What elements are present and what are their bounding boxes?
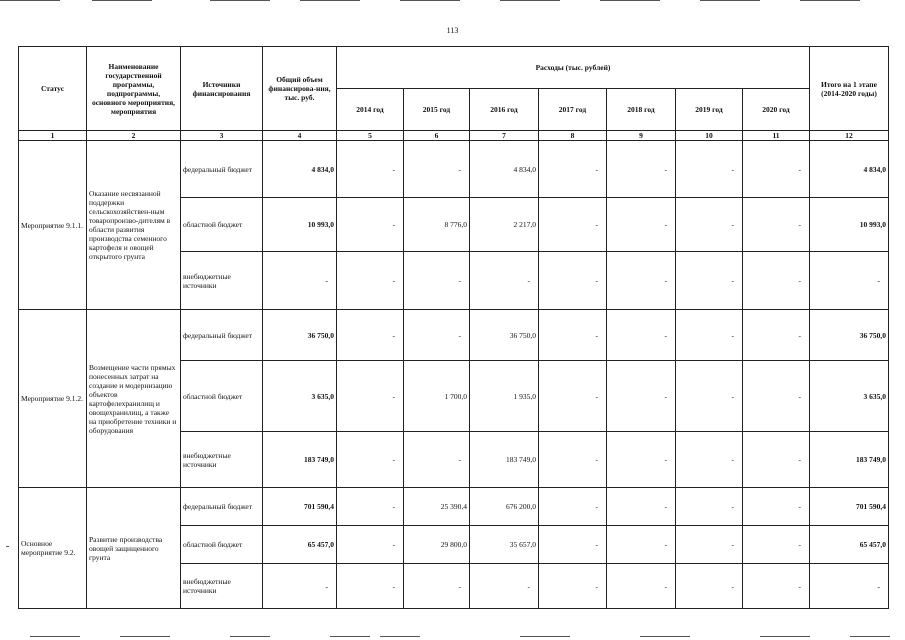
header-year-2014: 2014 год	[337, 89, 404, 131]
budget-table	[18, 46, 889, 609]
year-value-cell: -	[337, 526, 404, 564]
year-value-cell: -	[404, 564, 470, 609]
year-value-cell: -	[337, 432, 404, 488]
column-number: 5	[337, 131, 404, 141]
year-value-cell: -	[404, 252, 470, 310]
year-value-cell: 1 700,0	[404, 361, 470, 432]
stage-total-cell: 3 635,0	[810, 361, 889, 432]
year-value-cell: -	[743, 432, 810, 488]
program-name-cell: Оказание несвязанной поддержки сельскохозяйствен-ным товаропроизво-дителям в области развития производства семенного картофеля и овощей открытого грунта	[87, 141, 181, 310]
year-value-cell: -	[607, 252, 676, 310]
year-value-cell: -	[337, 488, 404, 526]
total-volume-cell: -	[263, 564, 337, 609]
year-value-cell: -	[470, 564, 539, 609]
scan-edge-top	[0, 0, 905, 2]
table-row	[19, 310, 889, 361]
header-year-2018: 2018 год	[607, 89, 676, 131]
year-value-cell: -	[676, 564, 743, 609]
header-year-2016: 2016 год	[470, 89, 539, 131]
funding-source-cell: областной бюджет	[181, 361, 263, 432]
year-value-cell: 4 834,0	[470, 141, 539, 198]
year-value-cell: -	[539, 432, 607, 488]
status-cell: Мероприятие 9.1.2.	[19, 310, 87, 488]
total-volume-cell: 65 457,0	[263, 526, 337, 564]
total-volume-cell: 36 750,0	[263, 310, 337, 361]
funding-source-cell: внебюджетные источники	[181, 564, 263, 609]
funding-source-cell: федеральный бюджет	[181, 488, 263, 526]
year-value-cell: -	[337, 252, 404, 310]
year-value-cell: -	[676, 361, 743, 432]
year-value-cell: -	[539, 141, 607, 198]
column-number: 12	[810, 131, 889, 141]
year-value-cell: 36 750,0	[470, 310, 539, 361]
year-value-cell: -	[743, 141, 810, 198]
status-cell: Мероприятие 9.1.1.	[19, 141, 87, 310]
year-value-cell: -	[539, 564, 607, 609]
year-value-cell: -	[337, 198, 404, 252]
year-value-cell: 1 935,0	[470, 361, 539, 432]
stage-total-cell: 4 834,0	[810, 141, 889, 198]
year-value-cell: -	[337, 141, 404, 198]
funding-source-cell: областной бюджет	[181, 198, 263, 252]
total-volume-cell: 10 993,0	[263, 198, 337, 252]
column-number: 9	[607, 131, 676, 141]
stage-total-cell: 36 750,0	[810, 310, 889, 361]
year-value-cell: -	[676, 432, 743, 488]
column-number: 10	[676, 131, 743, 141]
year-value-cell: 183 749,0	[470, 432, 539, 488]
program-name-cell: Развитие производства овощей защищенного грунта	[87, 488, 181, 609]
table-row	[19, 488, 889, 526]
header-year-2020: 2020 год	[743, 89, 810, 131]
year-value-cell: -	[539, 252, 607, 310]
column-number: 7	[470, 131, 539, 141]
column-number: 2	[87, 131, 181, 141]
funding-source-cell: федеральный бюджет	[181, 310, 263, 361]
stage-total-cell: 10 993,0	[810, 198, 889, 252]
header-year-2019: 2019 год	[676, 89, 743, 131]
year-value-cell: -	[607, 198, 676, 252]
year-value-cell: -	[539, 488, 607, 526]
column-number: 3	[181, 131, 263, 141]
year-value-cell: -	[676, 141, 743, 198]
year-value-cell: -	[743, 310, 810, 361]
funding-source-cell: внебюджетные источники	[181, 252, 263, 310]
year-value-cell: -	[607, 310, 676, 361]
year-value-cell: 8 776,0	[404, 198, 470, 252]
column-number: 4	[263, 131, 337, 141]
stage-total-cell: -	[810, 564, 889, 609]
column-number: 6	[404, 131, 470, 141]
stage-total-cell: 65 457,0	[810, 526, 889, 564]
header-stage-total: Итого на 1 этапе (2014-2020 годы)	[810, 47, 889, 131]
year-value-cell: -	[404, 310, 470, 361]
year-value-cell: -	[404, 432, 470, 488]
year-value-cell: -	[743, 198, 810, 252]
year-value-cell: -	[676, 526, 743, 564]
status-cell: Основное мероприятие 9.2.	[19, 488, 87, 609]
table-row	[19, 141, 889, 198]
year-value-cell: -	[743, 361, 810, 432]
year-value-cell: -	[539, 198, 607, 252]
year-value-cell: 29 800,0	[404, 526, 470, 564]
year-value-cell: -	[743, 252, 810, 310]
year-value-cell: -	[404, 141, 470, 198]
funding-source-cell: федеральный бюджет	[181, 141, 263, 198]
year-value-cell: -	[743, 526, 810, 564]
total-volume-cell: -	[263, 252, 337, 310]
year-value-cell: 25 390,4	[404, 488, 470, 526]
year-value-cell: -	[607, 141, 676, 198]
year-value-cell: -	[676, 310, 743, 361]
year-value-cell: -	[470, 252, 539, 310]
total-volume-cell: 3 635,0	[263, 361, 337, 432]
year-value-cell: -	[743, 488, 810, 526]
header-funding-source: Источники финансирования	[181, 47, 263, 131]
funding-source-cell: внебюджетные источники	[181, 432, 263, 488]
year-value-cell: -	[676, 488, 743, 526]
year-value-cell: -	[607, 526, 676, 564]
year-value-cell: -	[337, 310, 404, 361]
year-value-cell: -	[607, 488, 676, 526]
funding-source-cell: областной бюджет	[181, 526, 263, 564]
year-value-cell: -	[676, 252, 743, 310]
year-value-cell: -	[539, 526, 607, 564]
year-value-cell: 35 657,0	[470, 526, 539, 564]
year-value-cell: 676 200,0	[470, 488, 539, 526]
header-year-2017: 2017 год	[539, 89, 607, 131]
total-volume-cell: 701 590,4	[263, 488, 337, 526]
year-value-cell: -	[676, 198, 743, 252]
scan-mark	[6, 546, 9, 547]
program-name-cell: Возмещение части прямых понесенных затрат на создание и модернизацию объектов картофелехранилищ и овощехранилищ, а также на приобретение техники и оборудования	[87, 310, 181, 488]
page-number: 113	[446, 26, 459, 35]
year-value-cell: -	[607, 432, 676, 488]
table-body	[19, 141, 889, 609]
header-total-volume: Общий объем финансирова-ния, тыс. руб.	[263, 47, 337, 131]
stage-total-cell: -	[810, 252, 889, 310]
header-program-name: Наименование государственной программы, подпрограммы, основного мероприятия, мероприятия	[87, 47, 181, 131]
year-value-cell: -	[607, 361, 676, 432]
scan-edge-bottom	[0, 636, 905, 638]
year-value-cell: -	[539, 310, 607, 361]
total-volume-cell: 183 749,0	[263, 432, 337, 488]
year-value-cell: -	[539, 361, 607, 432]
total-volume-cell: 4 834,0	[263, 141, 337, 198]
stage-total-cell: 183 749,0	[810, 432, 889, 488]
header-status: Статус	[19, 47, 87, 131]
header-year-2015: 2015 год	[404, 89, 470, 131]
year-value-cell: -	[607, 564, 676, 609]
column-number: 11	[743, 131, 810, 141]
column-number: 8	[539, 131, 607, 141]
year-value-cell: -	[337, 361, 404, 432]
year-value-cell: -	[337, 564, 404, 609]
year-value-cell: 2 217,0	[470, 198, 539, 252]
header-expenses: Расходы (тыс. рублей)	[337, 47, 810, 89]
year-value-cell: -	[743, 564, 810, 609]
stage-total-cell: 701 590,4	[810, 488, 889, 526]
column-number: 1	[19, 131, 87, 141]
